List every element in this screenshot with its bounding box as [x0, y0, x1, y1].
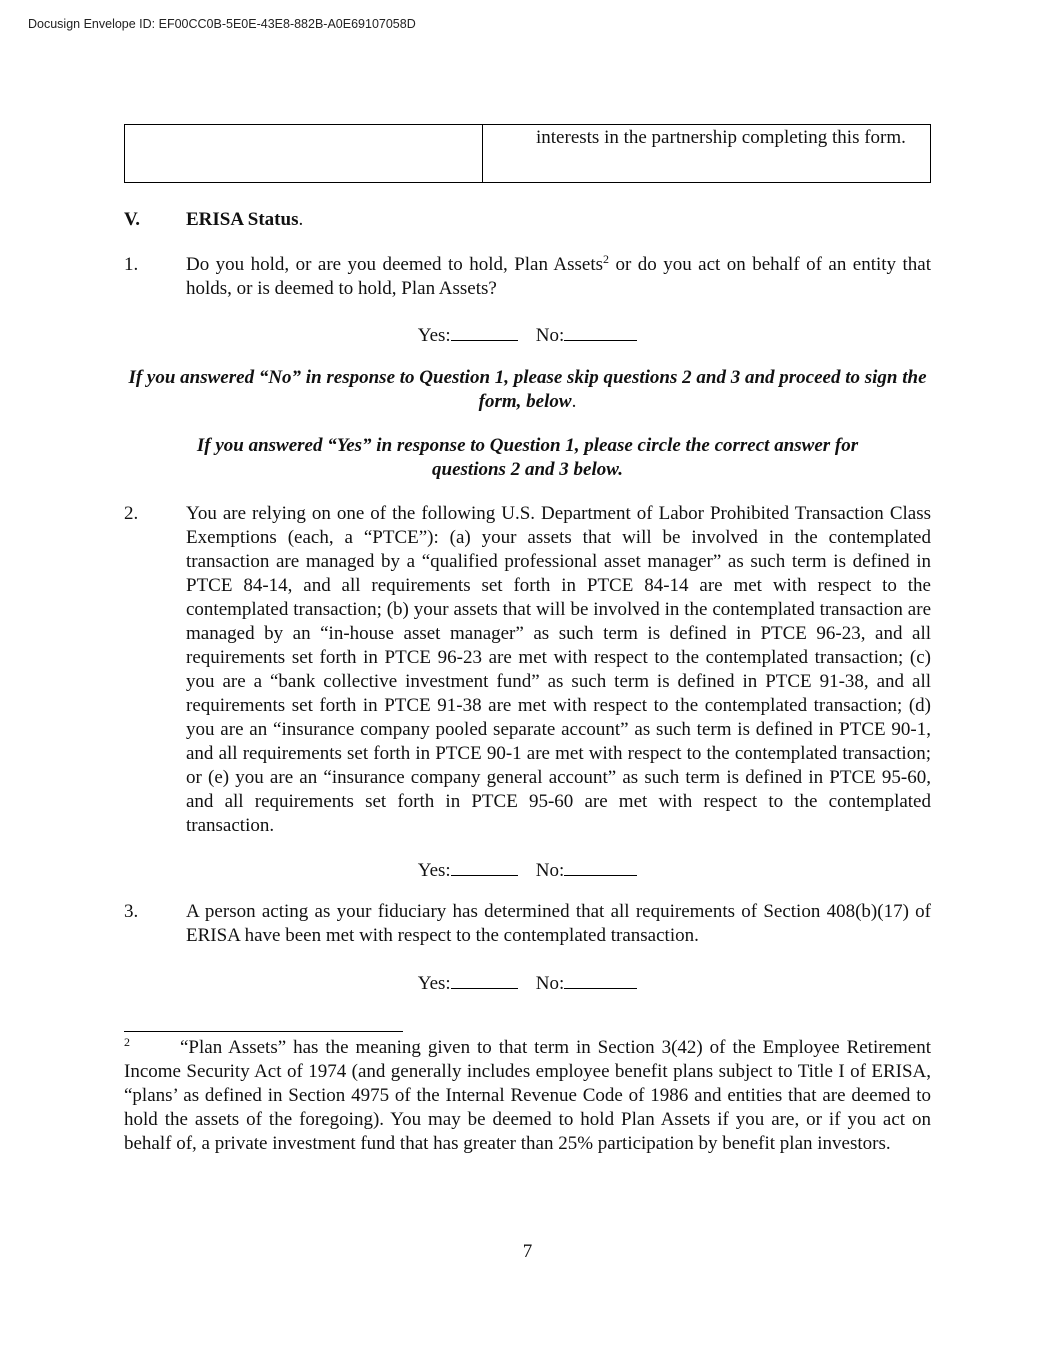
question-2 [124, 502, 931, 838]
page-number: 7 [522, 1241, 533, 1262]
docusign-envelope-id: Docusign Envelope ID: EF00CC0B-5E0E-43E8-882B-A0E69107058D [28, 17, 416, 31]
yes-blank-q2[interactable] [451, 856, 518, 876]
footnote-separator [124, 1031, 403, 1032]
instruction-yes: If you answered “Yes” in response to Question 1, please circle the correct answer for questions 2 and 3 below. [196, 435, 859, 480]
no-label: No: [535, 973, 565, 994]
yes-blank-q1[interactable] [451, 321, 518, 341]
instruction-no-suffix: . [571, 391, 577, 412]
no-label: No: [535, 325, 565, 346]
no-blank-q3[interactable] [564, 969, 637, 989]
yes-label: Yes: [417, 860, 451, 881]
table-cell-right: interests in the partnership completing this form. [536, 127, 906, 148]
section-title: ERISA Status [186, 209, 299, 230]
section-number: V. [124, 209, 141, 230]
continuation-table [124, 124, 931, 183]
yes-blank-q3[interactable] [451, 969, 518, 989]
question-2-text: You are relying on one of the following U.S. Department of Labor Prohibited Transaction Class Exemptions (each, a “PTCE”): (a) your assets that will be involved in the contemplated transaction are managed by a “qualified professional asset manager” as such term is defined in PTCE 84-14, and all requirements set forth in PTCE 84-14 are met with respect to the contemplated transaction; (b) your assets that will be involved in the contemplated transaction are managed by an “in-house asset manager” as such term is defined in PTCE 96-23, and all requirements set forth in PTCE 96-23 are met with respect to the contemplated transaction; (c) you are a “bank collective investment fund” as such term is defined in PTCE 91-38, and all requirements set forth in PTCE 91-38 are met with respect to the contemplated transaction; (d) you are an “insurance company pooled separate account” as such term is defined in PTCE 90-1, and all requirements set forth in PTCE 90-1 are met with respect to the contemplated transaction; or (e) you are an “insurance company general account” as such term is defined in PTCE 95-60, and all requirements set forth in PTCE 95-60 are met with respect to the contemplated transaction. [186, 503, 931, 836]
yes-label: Yes: [417, 973, 451, 994]
yes-label: Yes: [417, 325, 451, 346]
footnote-ref[interactable]: 2 [603, 252, 610, 266]
no-blank-q2[interactable] [564, 856, 637, 876]
question-1-text-before: Do you hold, or are you deemed to hold, Plan Assets [186, 254, 604, 275]
question-3 [124, 900, 931, 948]
instruction-no [124, 366, 931, 414]
section-heading [124, 208, 931, 232]
answer-line-q2 [0, 856, 1055, 883]
no-label: No: [535, 860, 565, 881]
table-cell-left [125, 125, 483, 182]
question-3-text: A person acting as your fiduciary has determined that all requirements of Section 408(b)(17) of ERISA have been met with respect to the contemplated transaction. [186, 901, 931, 946]
question-1-number: 1. [124, 254, 139, 275]
instruction-no-text: If you answered “No” in response to Question 1, please skip questions 2 and 3 and proceed to sign the form, below [128, 367, 927, 412]
footnote-mark: 2 [124, 1034, 130, 1049]
question-2-number: 2. [124, 503, 139, 524]
question-1-text-after: or do you act on behalf of an entity that holds, or is deemed to hold, Plan Assets? [186, 254, 931, 299]
answer-line-q1 [0, 321, 1055, 348]
question-1 [124, 253, 931, 301]
no-blank-q1[interactable] [564, 321, 637, 341]
answer-line-q3 [0, 969, 1055, 996]
footnote [124, 1036, 931, 1156]
section-title-suffix: . [298, 209, 304, 230]
footnote-text: “Plan Assets” has the meaning given to that term in Section 3(42) of the Employee Retirement Income Security Act of 1974 (and generally includes employee benefit plans subject to Title I of ERISA, “plans’ as defined in Section 4975 of the Internal Revenue Code of 1986 and entities that are deemed to hold the assets of the foregoing). You may be deemed to hold Plan Assets if you are, or if you act on behalf of, a private investment fund that has greater than 25% participation by benefit plan investors. [124, 1037, 931, 1154]
question-3-number: 3. [124, 901, 139, 922]
